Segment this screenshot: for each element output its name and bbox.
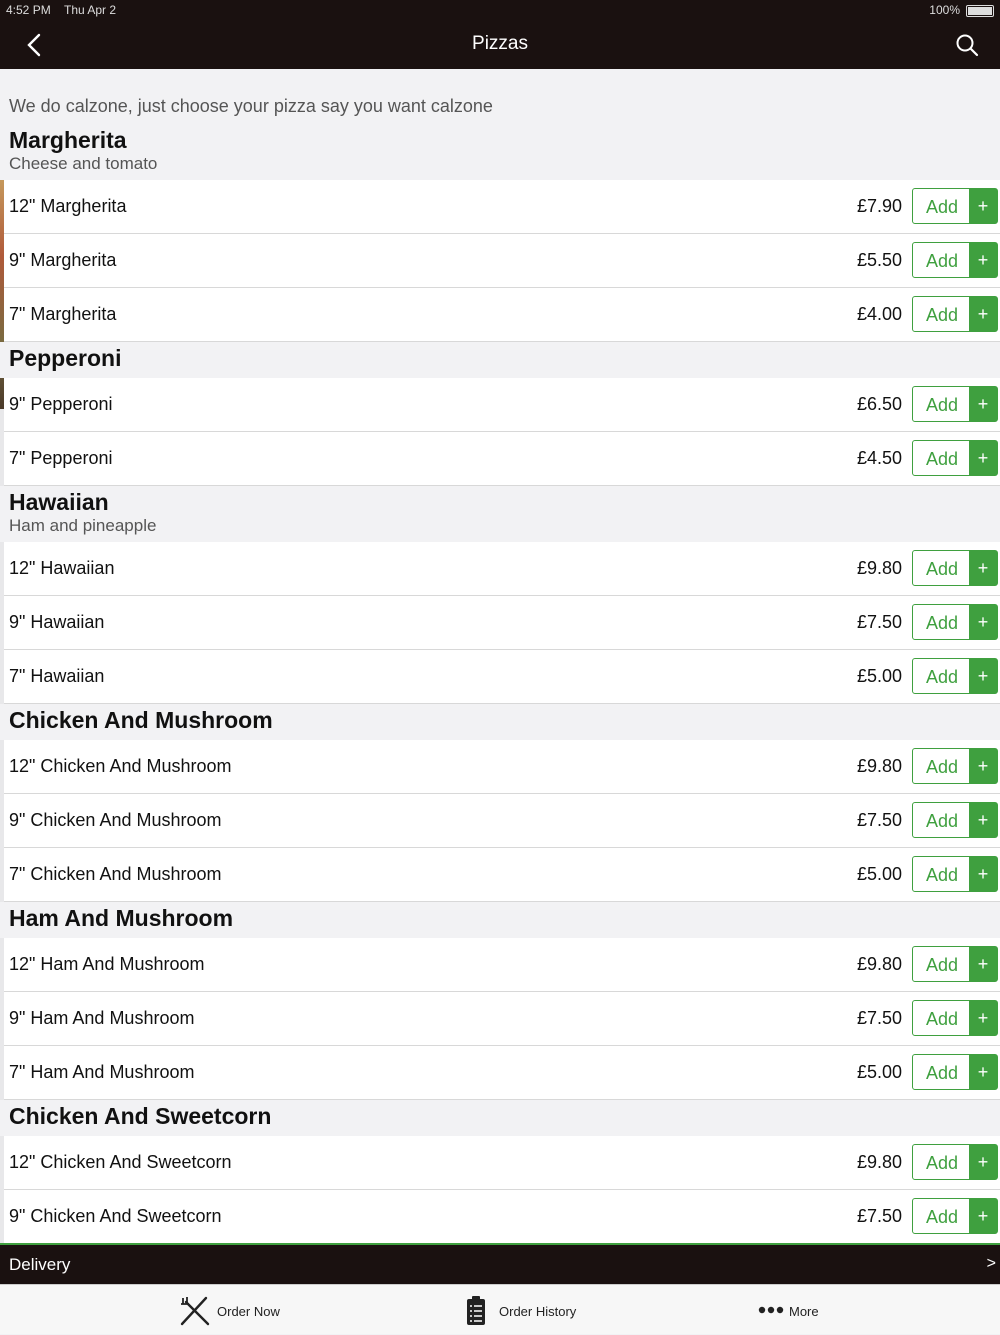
category-name: Chicken And Sweetcorn	[9, 1103, 272, 1129]
add-label: Add	[925, 559, 959, 579]
item-name: 9" Pepperoni	[9, 394, 113, 414]
add-button[interactable]	[912, 1198, 998, 1234]
menu-item-row[interactable]	[4, 180, 1000, 234]
tab-order-now[interactable]	[178, 1285, 328, 1335]
add-label: Add	[925, 1009, 959, 1029]
item-price: £7.50	[856, 1206, 902, 1226]
item-name: 9" Chicken And Sweetcorn	[9, 1206, 222, 1226]
status-bar	[0, 0, 1000, 20]
intro-note	[0, 69, 1000, 124]
item-price: £5.00	[856, 666, 902, 686]
delivery-arrow-icon: >	[986, 1255, 996, 1272]
menu-item-row[interactable]	[4, 542, 1000, 596]
add-button[interactable]	[912, 1144, 998, 1180]
tab-bar	[0, 1284, 1000, 1334]
plus-icon: +	[969, 605, 997, 639]
tab-label: Order History	[499, 1304, 577, 1319]
item-name: 12" Margherita	[9, 196, 127, 216]
nav-bar	[0, 20, 1000, 69]
intro-text: We do calzone, just choose your pizza say you want calzone	[9, 96, 493, 116]
add-button[interactable]	[912, 188, 998, 224]
menu-item-row[interactable]	[4, 288, 1000, 342]
item-name: 9" Chicken And Mushroom	[9, 810, 222, 830]
item-name: 9" Margherita	[9, 250, 117, 270]
status-date: Thu Apr 2	[64, 3, 117, 17]
item-name: 12" Chicken And Mushroom	[9, 756, 232, 776]
plus-icon: +	[969, 803, 997, 837]
item-name: 12" Chicken And Sweetcorn	[9, 1152, 232, 1172]
category-name: Chicken And Mushroom	[9, 707, 273, 733]
tab-order-history[interactable]	[466, 1285, 616, 1335]
menu-item-row[interactable]	[4, 938, 1000, 992]
menu-item-row[interactable]	[4, 992, 1000, 1046]
plus-icon: +	[969, 947, 997, 981]
category-name: Ham And Mushroom	[9, 905, 234, 931]
item-price: £4.50	[856, 448, 902, 468]
add-button[interactable]	[912, 658, 998, 694]
add-label: Add	[925, 395, 959, 415]
add-label: Add	[925, 449, 959, 469]
item-name: 9" Ham And Mushroom	[9, 1008, 195, 1028]
tab-label: Order Now	[217, 1304, 280, 1319]
category-header	[0, 1100, 1000, 1136]
add-label: Add	[925, 305, 959, 325]
category-header	[0, 486, 1000, 542]
add-label: Add	[925, 667, 959, 687]
menu-item-row[interactable]	[4, 596, 1000, 650]
add-button[interactable]	[912, 802, 998, 838]
category-header	[0, 704, 1000, 740]
menu-item-row[interactable]	[4, 1136, 1000, 1190]
add-label: Add	[925, 955, 959, 975]
add-label: Add	[925, 757, 959, 777]
page-title: Pizzas	[472, 33, 528, 54]
item-name: 7" Pepperoni	[9, 448, 113, 468]
item-price: £4.00	[856, 304, 902, 324]
item-price: £7.50	[856, 1008, 902, 1028]
add-button[interactable]	[912, 242, 998, 278]
delivery-label: Delivery	[9, 1255, 71, 1274]
tab-more[interactable]	[758, 1285, 858, 1335]
add-label: Add	[925, 1153, 959, 1173]
plus-icon: +	[969, 441, 997, 475]
item-name: 7" Chicken And Mushroom	[9, 864, 222, 884]
item-price: £7.90	[856, 196, 902, 216]
menu-item-row[interactable]	[4, 740, 1000, 794]
item-price: £9.80	[856, 1152, 902, 1172]
item-price: £9.80	[856, 954, 902, 974]
menu-item-row[interactable]	[4, 234, 1000, 288]
category-description: Ham and pineapple	[9, 516, 157, 535]
plus-icon: +	[969, 243, 997, 277]
item-price: £5.50	[856, 250, 902, 270]
add-label: Add	[925, 197, 959, 217]
menu-item-row[interactable]	[4, 1046, 1000, 1100]
add-button[interactable]	[912, 604, 998, 640]
add-button[interactable]	[912, 386, 998, 422]
fork-knife-icon	[178, 1294, 212, 1328]
item-price: £7.50	[856, 612, 902, 632]
plus-icon: +	[969, 1055, 997, 1089]
item-price: £9.80	[856, 756, 902, 776]
add-label: Add	[925, 1063, 959, 1083]
add-button[interactable]	[912, 946, 998, 982]
category-name: Margherita	[9, 127, 127, 153]
category-header	[0, 902, 1000, 938]
plus-icon: +	[969, 749, 997, 783]
item-price: £7.50	[856, 810, 902, 830]
item-name: 7" Margherita	[9, 304, 117, 324]
more-dots-icon	[758, 1305, 784, 1315]
category-name: Hawaiian	[9, 489, 109, 515]
add-button[interactable]	[912, 440, 998, 476]
item-price: £9.80	[856, 558, 902, 578]
item-name: 12" Ham And Mushroom	[9, 954, 205, 974]
search-icon[interactable]	[954, 32, 980, 58]
delivery-bar[interactable]	[0, 1243, 1000, 1284]
add-button[interactable]	[912, 1000, 998, 1036]
battery-percent: 100%	[929, 3, 960, 17]
item-name: 12" Hawaiian	[9, 558, 115, 578]
add-label: Add	[925, 811, 959, 831]
add-label: Add	[925, 865, 959, 885]
item-name: 7" Hawaiian	[9, 666, 105, 686]
plus-icon: +	[969, 387, 997, 421]
battery-icon	[966, 5, 994, 17]
plus-icon: +	[969, 659, 997, 693]
category-description: Cheese and tomato	[9, 154, 158, 173]
add-label: Add	[925, 251, 959, 271]
item-name: 9" Hawaiian	[9, 612, 105, 632]
add-button[interactable]	[912, 856, 998, 892]
clipboard-icon	[466, 1295, 488, 1327]
plus-icon: +	[969, 551, 997, 585]
item-price: £6.50	[856, 394, 902, 414]
item-price: £5.00	[856, 864, 902, 884]
menu-item-row[interactable]	[4, 794, 1000, 848]
menu-item-row[interactable]	[4, 378, 1000, 432]
category-header	[0, 342, 1000, 378]
menu-item-row[interactable]	[4, 432, 1000, 486]
plus-icon: +	[969, 1199, 997, 1233]
add-label: Add	[925, 1207, 959, 1227]
item-name: 7" Ham And Mushroom	[9, 1062, 195, 1082]
add-button[interactable]	[912, 1054, 998, 1090]
status-time: 4:52 PM	[6, 3, 51, 17]
item-price: £5.00	[856, 1062, 902, 1082]
add-button[interactable]	[912, 748, 998, 784]
plus-icon: +	[969, 189, 997, 223]
plus-icon: +	[969, 1001, 997, 1035]
category-name: Pepperoni	[9, 345, 122, 371]
menu-item-row[interactable]	[4, 1190, 1000, 1244]
category-header	[0, 124, 1000, 180]
add-label: Add	[925, 613, 959, 633]
plus-icon: +	[969, 1145, 997, 1179]
category-list	[0, 124, 1000, 1244]
plus-icon: +	[969, 857, 997, 891]
menu-item-row[interactable]	[4, 848, 1000, 902]
tab-label: More	[789, 1304, 819, 1319]
plus-icon: +	[969, 297, 997, 331]
add-button[interactable]	[912, 296, 998, 332]
add-button[interactable]	[912, 550, 998, 586]
menu-item-row[interactable]	[4, 650, 1000, 704]
menu-list[interactable]	[0, 69, 1000, 1244]
